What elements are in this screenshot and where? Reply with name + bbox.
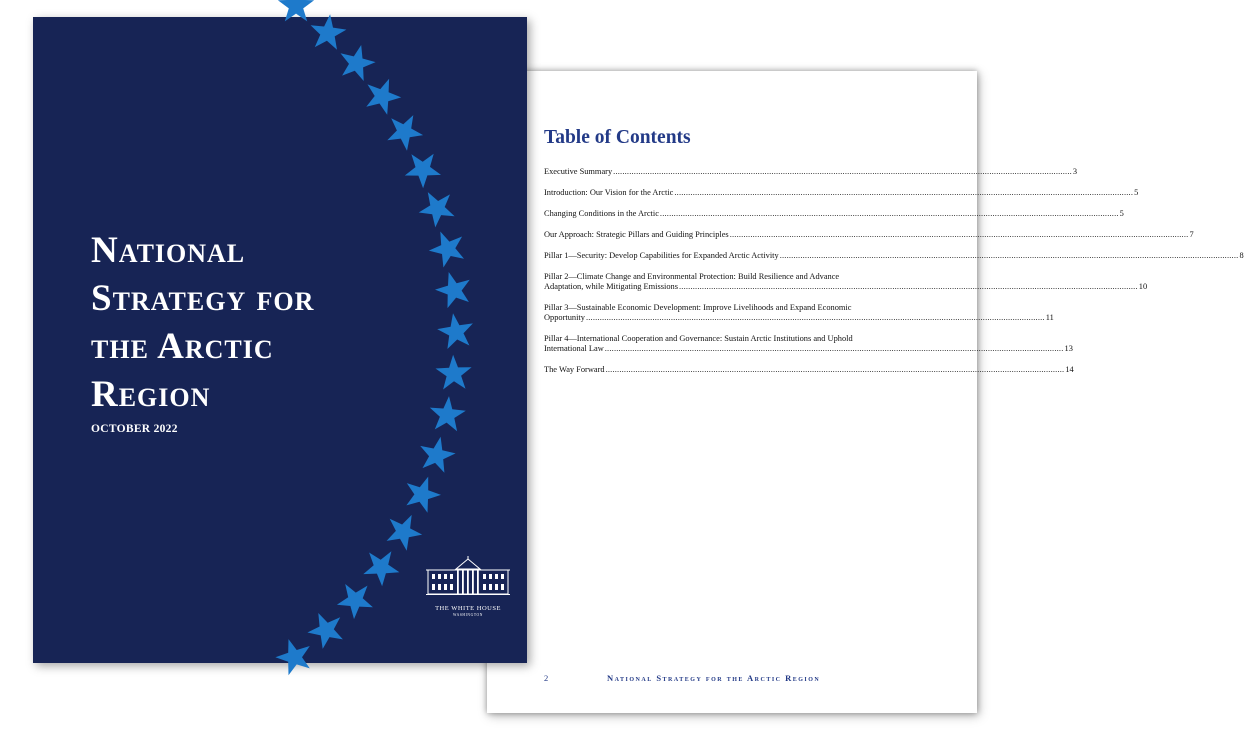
toc-entry-title: Pillar 4—International Cooperation and Governance: Sustain Arctic Institutions and Uphold — [544, 334, 853, 343]
cover-title — [91, 227, 314, 419]
toc-entry[interactable] — [544, 365, 1074, 375]
toc-page-number: 3 — [1072, 167, 1078, 176]
logo-subname: WASHINGTON — [453, 613, 483, 617]
report-cover — [33, 17, 527, 663]
star-icon — [405, 154, 441, 189]
star-icon — [387, 515, 423, 551]
cover-date: OCTOBER 2022 — [91, 423, 178, 435]
cover-title-line: National — [91, 230, 246, 271]
toc-title: Table of Contents — [544, 127, 691, 148]
star-icon — [406, 477, 441, 513]
toc-dot-leader: ........................................................................................................................................................................................................ — [605, 365, 1065, 374]
toc-page-number: 13 — [1064, 344, 1073, 353]
footer-page-number: 2 — [544, 673, 549, 683]
toc-entry[interactable] — [544, 334, 1073, 354]
star-icon — [435, 272, 470, 308]
cover-title-line: the Arctic — [91, 326, 274, 367]
toc-entry-title: The Way Forward — [544, 365, 605, 374]
star-icon — [337, 584, 373, 619]
toc-page-number: 8 — [1239, 251, 1244, 260]
toc-page — [487, 71, 1244, 713]
toc-dot-leader: ........................................................................................................................................................................................................ — [779, 251, 1239, 260]
toc-page-number: 7 — [1189, 230, 1194, 239]
cover-title-line: Region — [91, 374, 211, 415]
toc-dot-leader: ........................................................................................................................................................................................................ — [613, 167, 1072, 176]
star-icon — [311, 14, 347, 50]
toc-entry-title: Opportunity — [544, 313, 585, 322]
toc-dot-leader: ........................................................................................................................................................................................................ — [585, 313, 1045, 322]
toc-dot-leader: ........................................................................................................................................................................................................ — [604, 344, 1064, 353]
toc-page-number: 5 — [1119, 209, 1124, 218]
footer-title: National Strategy for the Arctic Region — [607, 673, 821, 683]
star-icon — [436, 355, 472, 390]
toc-entry[interactable] — [544, 209, 1124, 219]
toc-entry[interactable] — [544, 251, 1244, 261]
toc-entry-title: Introduction: Our Vision for the Arctic — [544, 188, 674, 197]
star-icon — [437, 313, 473, 349]
toc-page-number: 10 — [1138, 282, 1148, 291]
toc-page-number: 5 — [1134, 188, 1139, 197]
star-icon — [278, 0, 314, 21]
white-house-logo — [426, 556, 510, 617]
toc-entry[interactable] — [544, 272, 1148, 292]
toc-entry-title: Pillar 3—Sustainable Economic Development: Improve Livelihoods and Expand Economic — [544, 303, 852, 312]
star-icon — [430, 396, 466, 431]
toc-dot-leader: ........................................................................................................................................................................................................ — [729, 230, 1189, 239]
toc-dot-leader: ........................................................................................................................................................................................................ — [674, 188, 1134, 197]
star-icon — [429, 232, 464, 268]
toc-entry-title: Pillar 1—Security: Develop Capabilities for Expanded Arctic Activity — [544, 251, 779, 260]
toc-entry-title: Our Approach: Strategic Pillars and Guiding Principles — [544, 230, 729, 239]
star-icon — [307, 613, 343, 649]
toc-entry-title: Changing Conditions in the Arctic — [544, 209, 659, 218]
toc-dot-leader: ........................................................................................................................................................................................................ — [679, 282, 1138, 291]
toc-list — [544, 167, 1244, 386]
white-house-icon — [426, 556, 510, 598]
toc-page-number: 14 — [1065, 365, 1074, 374]
toc-entry[interactable] — [544, 167, 1078, 177]
star-icon — [420, 437, 455, 473]
toc-entry[interactable] — [544, 188, 1139, 198]
cover-title-line: Strategy for — [91, 278, 315, 319]
star-icon — [366, 79, 401, 115]
toc-entry-title: Pillar 2—Climate Change and Environmental Protection: Build Resilience and Advance — [544, 272, 840, 281]
toc-entry-title: Executive Summary — [544, 167, 613, 176]
toc-dot-leader: ........................................................................................................................................................................................................ — [659, 209, 1119, 218]
toc-entry[interactable] — [544, 230, 1194, 240]
star-icon — [419, 192, 455, 227]
star-icon — [387, 115, 423, 151]
toc-entry-title: International Law — [544, 344, 604, 353]
toc-entry-title: Adaptation, while Mitigating Emissions — [544, 282, 678, 291]
star-icon — [341, 45, 376, 81]
star-icon — [275, 639, 309, 675]
toc-page-number: 11 — [1045, 313, 1054, 322]
star-icon — [363, 551, 399, 586]
logo-name: THE WHITE HOUSE — [435, 605, 501, 612]
toc-entry[interactable] — [544, 303, 1054, 323]
